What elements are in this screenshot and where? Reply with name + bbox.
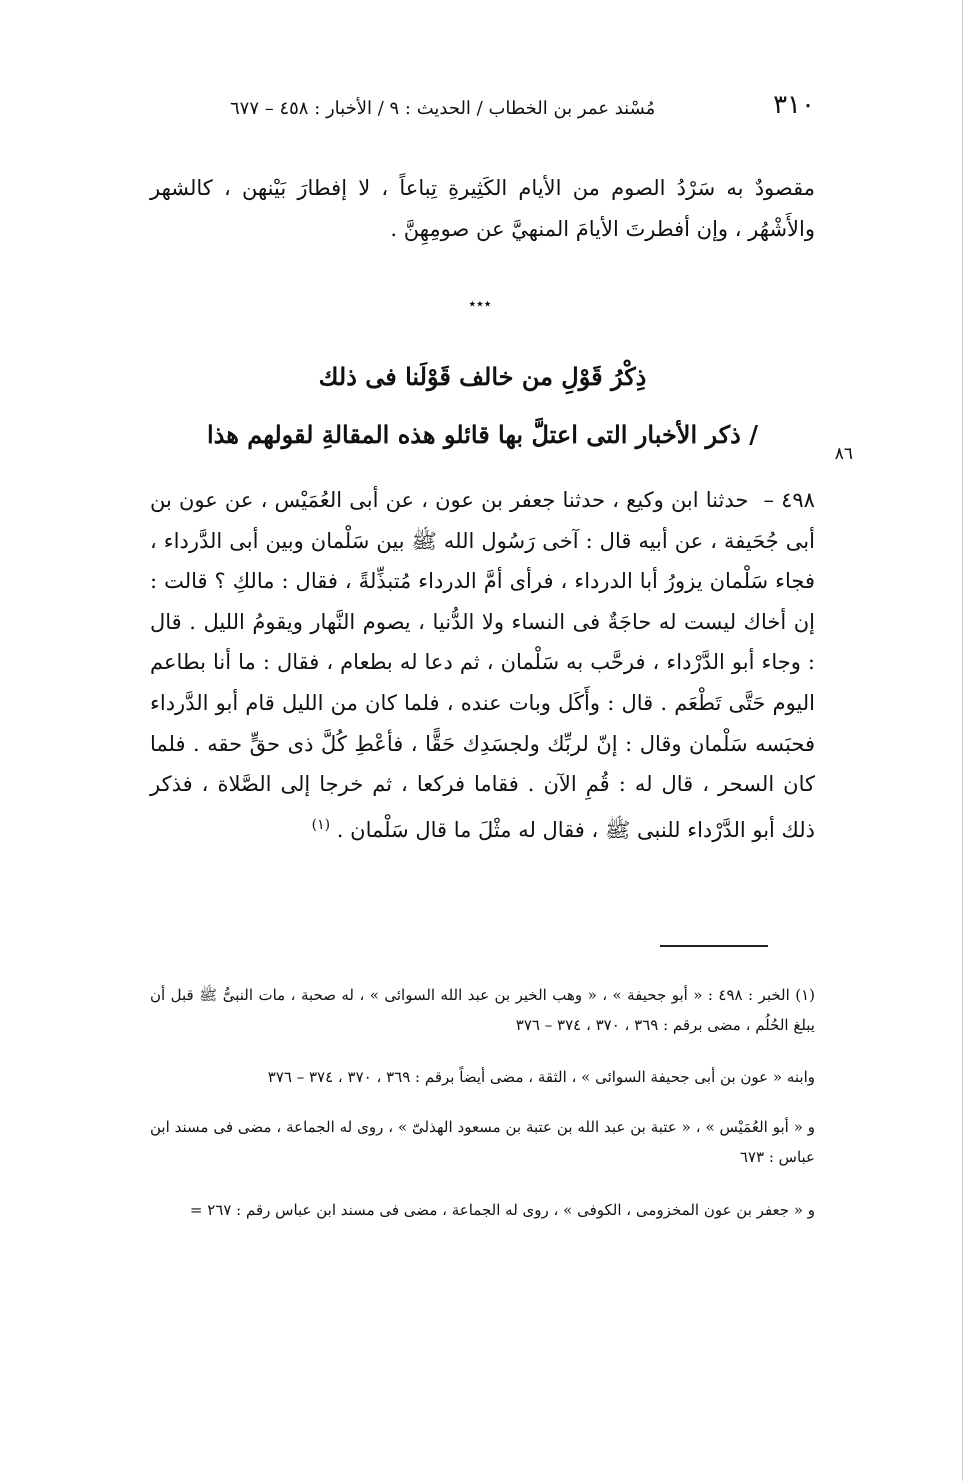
hadith-text: حدثنا ابن وكيع ، حدثنا جعفر بن عون ، عن أبى العُمَيْس ، عن عون بن أبى جُحَيفة ، عن أبيه قال : آخى رَسُول الله ﷺ بين سَلْمان وبين أبى الدَّرداء ، فجاء سَلْمان يزورُ أبا الدرداء ، فرأى أمَّ الدرداء مُتبذِّلةً ، فقال : مالكِ ؟ قالت : إن أخاك ليست له حاجَةٌ فى النساء ولا الدُّنيا ، يصوم النَّهار ويقومُ الليل . قال : وجاء أبو الدَّرْداء ، فرحَّب به سَلْمان ، ثم دعا له بطعام ، فقال : ما أنا بطاعم اليوم حَتَّى تَطْعَم . قال : وأَكَل وبات عنده ، فلما كان من الليل قام أبو الدَّرداء فحبَسه سَلْمان وقال : إنّ لربِّك ولجسَدِك حَقًّا ، فأعْطِ كُلَّ ذى حقٍّ حقه . فلما كان السحر ، قال له : قُمِ الآن . فقاما فركعا ، ثم خرجا إلى الصَّلاة ، فذكر ذلك أبو الدَّرْداء للنبى ﷺ ، فقال له مثْلَ ما قال سَلْمان . bbox=[150, 488, 815, 842]
footnote-1: (١) الخبر : ٤٩٨ : « أبو جحيفة » ، « وهب الخير بن عبد الله السوائى » ، له صحبة ، مات النبىُّ ﷺ قبل أن يبلغ الحُلُم ، مضى برقم : ٣٦٩ ، ٣٧٠ ، ٣٧٤ – ٣٧٦ bbox=[150, 986, 815, 1034]
section-separator: ٭٭٭ bbox=[468, 296, 492, 312]
hadith-paragraph bbox=[150, 480, 815, 850]
running-head-title: مُسْند عمر بن الخطاب / الحديث : ٩ / الأخبار : ٤٥٨ – ٦٧٧ bbox=[230, 98, 656, 119]
subsection-heading: / ذكر الأخبار التى اعتلَّ بها قائلو هذه المقالةِ لقولهم هذا bbox=[207, 420, 758, 449]
footnote-reference: (١) bbox=[311, 816, 331, 833]
hadith-number: ٤٩٨ – bbox=[763, 488, 815, 512]
page-number: ٣١٠ bbox=[773, 90, 815, 120]
intro-paragraph: مقصودٌ به سَرْدُ الصوم من الأيام الكَثِيرةِ تِباعاً ، لا إفطارَ بَيْنهن ، كالشهر والأَشْهُر ، وإن أفطرتَ الأيامَ المنهيَّ عن صومِهِنَّ . bbox=[150, 176, 815, 241]
footnote-2: وابنه « عون بن أبى جحيفة السوائى » ، الثقة ، مضى أيضاً برقم : ٣٦٩ ، ٣٧٠ ، ٣٧٤ – ٣٧٦ bbox=[267, 1068, 815, 1086]
footnote-divider bbox=[660, 945, 768, 947]
running-head bbox=[150, 90, 815, 126]
footnote-4: و « جعفر بن عون المخزومى ، الكوفى » ، روى له الجماعة ، مضى فى مسند ابن عباس رقم : ٢٦٧ = bbox=[189, 1201, 815, 1219]
section-heading: ذِكْرُ قَوْلِ من خالف قَوْلَنا فى ذلك bbox=[318, 362, 647, 391]
margin-page-reference: ٨٦ bbox=[834, 444, 853, 464]
footnote-3: و « أبو العُمَيْس » ، « عتبة بن عبد الله بن عتبة بن مسعود الهذلىّ » ، روى له الجماعة ، مضى فى مسند ابن عباس : ٦٧٣ bbox=[150, 1118, 815, 1166]
scan-edge-line bbox=[962, 0, 963, 1481]
